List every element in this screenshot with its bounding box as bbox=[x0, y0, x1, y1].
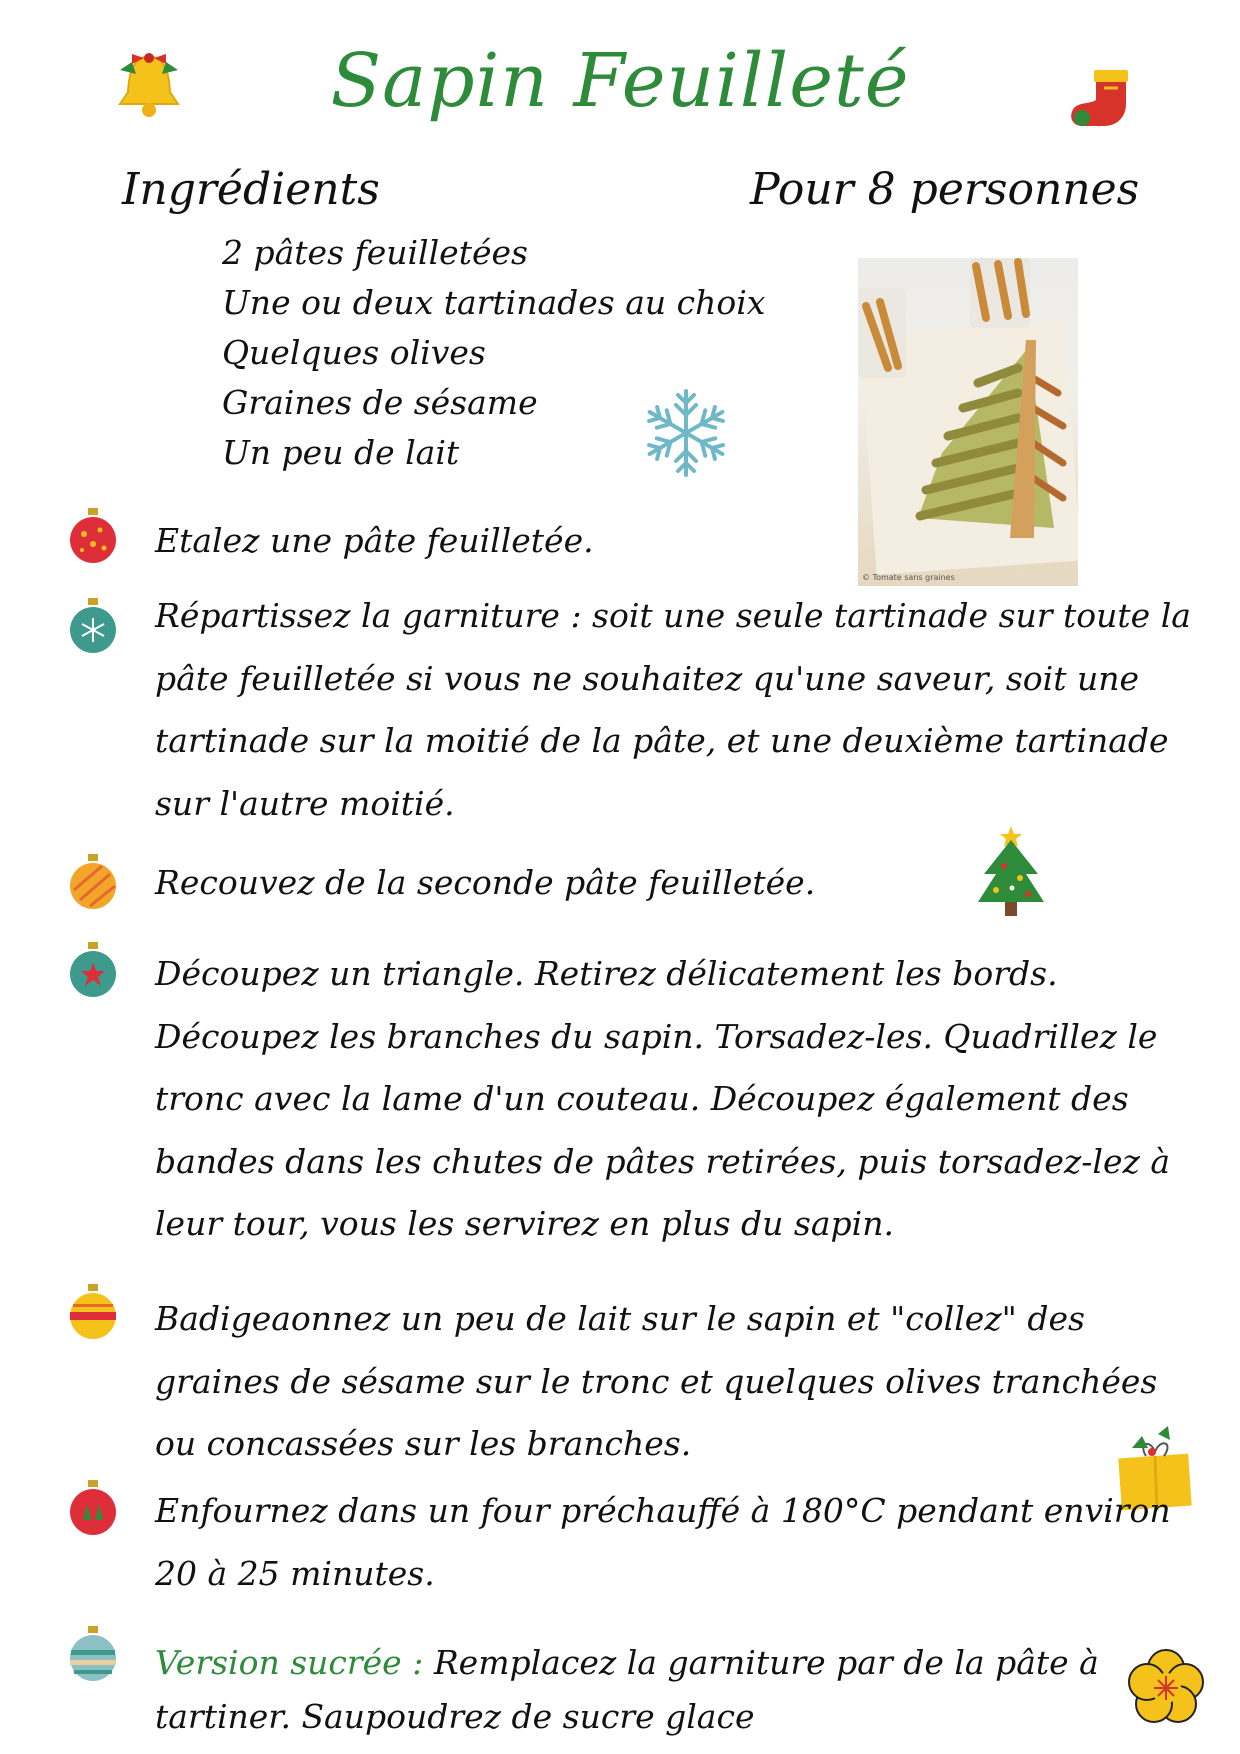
striped-ornament-icon bbox=[68, 1626, 118, 1684]
ingredient-item: Quelques olives bbox=[222, 333, 486, 372]
christmas-stocking-icon bbox=[1064, 66, 1138, 132]
step-1: Etalez une pâte feuilletée. bbox=[155, 521, 594, 560]
step-2: Répartissez la garniture : soit une seule tartinade sur toute la pâte feuilletée si vous ne souhaitez qu'une saveur, soit une tartinade sur la moitié de la pâte, et une deuxième tartinade sur l'autre moitié. bbox=[155, 596, 1191, 823]
snowflake-icon bbox=[636, 386, 736, 480]
sweet-version-label: Version sucrée : bbox=[155, 1643, 424, 1682]
ingredient-item: Graines de sésame bbox=[222, 383, 538, 422]
orange-ornament-icon bbox=[68, 854, 118, 912]
red-tree-ornament-icon bbox=[68, 1480, 118, 1538]
ingredient-item: 2 pâtes feuilletées bbox=[222, 233, 528, 272]
yellow-ornament-icon bbox=[68, 1284, 118, 1342]
step-5: Badigeaonnez un peu de lait sur le sapin et "collez" des graines de sésame sur le tronc et quelques olives tranchées ou concassées sur les branches. bbox=[155, 1299, 1158, 1463]
christmas-bell-icon bbox=[112, 44, 186, 122]
ingredient-item: Une ou deux tartinades au choix bbox=[222, 283, 766, 322]
sweet-version bbox=[155, 1636, 1195, 1744]
teal-star-ornament-icon bbox=[68, 942, 118, 1000]
red-ornament-icon bbox=[68, 508, 118, 566]
christmas-tree-icon bbox=[974, 822, 1048, 922]
teal-ornament-icon bbox=[68, 598, 118, 656]
ingredient-item: Un peu de lait bbox=[222, 433, 460, 472]
step-6: Enfournez dans un four préchauffé à 180°C pendant environ 20 à 25 minutes. bbox=[155, 1491, 1171, 1593]
servings-label: Pour 8 personnes bbox=[750, 164, 1140, 215]
sweet-version-text: Remplacez la garniture par de la pâte à tartiner. Saupoudrez de sucre glace bbox=[155, 1643, 1099, 1736]
ingredients-heading: Ingrédients bbox=[122, 164, 380, 215]
step-3: Recouvez de la seconde pâte feuilletée. bbox=[155, 863, 816, 902]
page-title: Sapin Feuilleté bbox=[330, 38, 910, 124]
flower-ornament-icon bbox=[1124, 1646, 1208, 1730]
step-4: Découpez un triangle. Retirez délicatement les bords. Découpez les branches du sapin. Torsadez-les. Quadrillez le tronc avec la lame d'un couteau. Découpez également des bandes dans les chutes de pâtes retirées, puis torsadez-lez à leur tour, vous les servirez en plus du sapin. bbox=[155, 954, 1171, 1243]
photo-credit: © Tomate sans graines bbox=[862, 573, 955, 582]
